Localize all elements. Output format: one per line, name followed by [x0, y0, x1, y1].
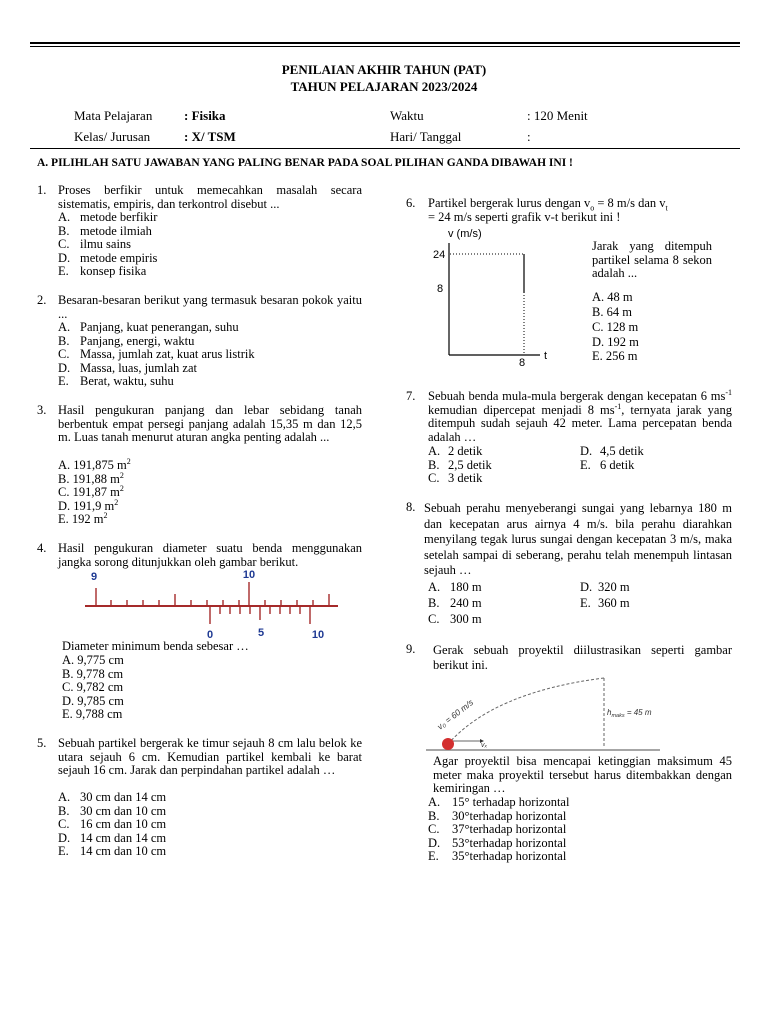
vernier-caliper-figure — [82, 568, 344, 642]
q1-option-b[interactable]: B. metode ilmiah — [58, 223, 152, 238]
vernier-label-5: 5 — [257, 627, 265, 639]
q1-options — [58, 211, 157, 279]
kelas-value: : X/ TSM — [184, 129, 236, 144]
q5-text: Sebuah partikel bergerak ke timur sejauh 8 cm lalu belok ke utara sejauh 6 cm. Kemudian partikel kembali ke barat sejauh 16 cm. Jarak dan perpindahan partikel adalah … — [58, 736, 362, 777]
q3-option-b[interactable]: B. 191,88 $m^2$ — [58, 470, 124, 486]
q8-number: 8. — [406, 500, 416, 514]
q3-option-e[interactable]: E. 192 $m^2$ — [58, 510, 108, 526]
q6-option-c[interactable]: C. 128 m — [592, 320, 639, 334]
q4-number: 4. — [37, 541, 47, 555]
q4-option-c[interactable]: C. 9,782 cm — [62, 680, 124, 694]
q7-number: 7. — [406, 389, 416, 403]
q7-options — [428, 445, 728, 486]
q5-option-a[interactable]: A. 30 cm dan 14 cm — [58, 790, 167, 804]
q9-number: 9. — [406, 642, 416, 656]
projectile-ball — [442, 738, 454, 750]
header-rule-bottom — [30, 148, 740, 149]
q7-option-a[interactable]: A. 2 detik — [428, 444, 483, 458]
q3-option-a[interactable]: A. 191,875 $m^2$ — [58, 456, 131, 472]
vt-graph-svg — [428, 225, 588, 370]
vt-xtick-8: 8 — [519, 357, 526, 369]
q7-option-c[interactable]: C. 3 detik — [428, 471, 483, 485]
hari-label: Hari/ Tanggal — [390, 129, 462, 144]
q1-option-d[interactable]: D. metode empiris — [58, 250, 158, 265]
q4-option-d[interactable]: D. 9,785 cm — [62, 693, 124, 708]
q8-option-d[interactable]: D. 320 m — [580, 580, 630, 594]
vt-graph — [428, 225, 588, 370]
main-label-10: 10 — [242, 569, 256, 581]
q8-option-a[interactable]: A. 180 m — [428, 580, 482, 594]
q7-option-d[interactable]: D. 4,5 detik — [580, 444, 644, 458]
q9-option-a[interactable]: A. 15° terhadap horizontal — [428, 795, 570, 809]
vernier-caliper-svg — [82, 568, 344, 642]
q3-option-d[interactable]: D. 191,9 $m^2$ — [58, 497, 119, 513]
q4-text: Hasil pengukuran diameter suatu benda menggunakan jangka sorong ditunjukkan oleh gambar berikut. — [58, 541, 362, 569]
q6-option-a[interactable]: A. 48 m — [592, 290, 633, 304]
q6-side-text: Jarak yang ditempuh partikel selama 8 sekon adalah ... — [592, 239, 712, 280]
q9-option-e[interactable]: E. 35°terhadap horizontal — [428, 849, 567, 863]
q9-option-b[interactable]: B. 30°terhadap horizontal — [428, 808, 567, 823]
q1-option-c[interactable]: C. ilmu sains — [58, 237, 132, 251]
q4-option-a[interactable]: A. 9,775 cm — [62, 653, 124, 667]
projectile-h-label: $h_{maks} = 45$ m — [607, 708, 652, 719]
q1-option-a[interactable]: A. metode berfikir — [58, 210, 158, 224]
page-subtitle: TAHUN PELAJARAN 2023/2024 — [290, 79, 478, 94]
main-label-9: 9 — [90, 571, 98, 583]
mapel-label: Mata Pelajaran — [74, 108, 153, 123]
q3-number: 3. — [37, 403, 47, 417]
hari-value: : — [527, 129, 531, 144]
vt-ylabel: v (m/s) — [448, 228, 482, 240]
q6-option-e[interactable]: E. 256 m — [592, 349, 638, 363]
q5-option-d[interactable]: D. 14 cm dan 14 cm — [58, 830, 167, 845]
q5-option-e[interactable]: E. 14 cm dan 10 cm — [58, 844, 167, 858]
projectile-v0-label: v₀ = 60 m/s — [435, 697, 476, 732]
q9-text: Gerak sebuah proyektil diilustrasikan seperti gambar berikut ini. — [433, 643, 732, 672]
q9-option-d[interactable]: D. 53°terhadap horizontal — [428, 835, 567, 850]
q2-option-a[interactable]: A. Panjang, kuat penerangan, suhu — [58, 320, 239, 334]
vernier-label-10: 10 — [311, 629, 325, 641]
q8-text: Sebuah perahu menyeberangi sungai yang lebarnya 180 m dan kecepatan arus airnya 4 m/s. bila perahu diarahkan menyilang tegak lurus sungai dengan kecepatan 3 m/s, maka setelah sampai di seberang, perahu telah menempuh lintasan sejauh … — [424, 501, 732, 577]
q5-option-b[interactable]: B. 30 cm dan 10 cm — [58, 803, 167, 818]
q5-number: 5. — [37, 736, 47, 750]
header-rule-thin — [30, 46, 740, 47]
projectile-figure — [424, 672, 664, 756]
q2-option-d[interactable]: D. Massa, luas, jumlah zat — [58, 360, 197, 375]
q2-text: Besaran-besaran berikut yang termasuk besaran pokok yaitu ... — [58, 293, 362, 321]
q2-options — [58, 321, 255, 389]
q9-option-c[interactable]: C. 37°terhadap horizontal — [428, 822, 567, 836]
q3-text: Hasil pengukuran panjang dan lebar sebidang tanah berbentuk empat persegi panjang adalah 15,35 m dan 12,5 m. Luas tanah menurut aturan angka penting adalah ... — [58, 403, 362, 444]
section-a-instruction: A. PILIHLAH SATU JAWABAN YANG PALING BENAR PADA SOAL PILIHAN GANDA DIBAWAH INI ! — [37, 157, 573, 169]
vt-ytick-8: 8 — [437, 283, 444, 295]
projectile-vx-label: vₓ — [481, 742, 488, 749]
q6-number: 6. — [406, 196, 416, 210]
q6-line1: Partikel bergerak lurus dengan $v_o = 8$ m/s dan $v_t$ — [428, 196, 668, 213]
vernier-label-0: 0 — [206, 629, 214, 641]
q5-option-c[interactable]: C. 16 cm dan 10 cm — [58, 817, 167, 831]
header-rule-thick — [30, 42, 740, 44]
q4-option-e[interactable]: E. 9,788 cm — [62, 707, 123, 721]
projectile-svg — [424, 672, 664, 756]
q5-options — [58, 791, 166, 859]
q1-option-e[interactable]: E. konsep fisika — [58, 264, 147, 278]
page-title: PENILAIAN AKHIR TAHUN (PAT) — [281, 62, 487, 77]
q2-option-b[interactable]: B. Panjang, energi, waktu — [58, 333, 195, 348]
q2-option-c[interactable]: C. Massa, jumlah zat, kuat arus listrik — [58, 347, 255, 361]
q1-number: 1. — [37, 183, 47, 197]
q3-option-c[interactable]: C. 191,87 $m^2$ — [58, 483, 124, 499]
q6-options — [592, 290, 639, 363]
q4-options — [62, 654, 124, 722]
q7-text: Sebuah benda mula-mula bergerak dengan kecepatan 6 $ms^{-1}$ kemudian dipercepat menjadi 8 $ms^{-1}$, ternyata jarak yang ditempuh sudah sejauh 42 meter. Lama percepatan benda adalah … — [428, 387, 732, 444]
q8-options — [428, 579, 728, 627]
q7-option-e[interactable]: E. 6 detik — [580, 457, 635, 472]
q2-option-e[interactable]: E. Berat, waktu, suhu — [58, 374, 174, 388]
q6-option-d[interactable]: D. 192 m — [592, 335, 639, 349]
trajectory-path — [448, 678, 604, 744]
waktu-value: : 120 Menit — [527, 108, 588, 123]
q1-text: Proses berfikir untuk memecahkan masalah secara sistematis, empiris, dan terkontrol disebut ... — [58, 183, 362, 211]
q8-option-c[interactable]: C. 300 m — [428, 612, 482, 626]
q7-option-b[interactable]: B. 2,5 detik — [428, 457, 492, 472]
q9-after-text: Agar proyektil bisa mencapai ketinggian maksimum 45 meter maka proyektil tersebut harus ditembakkan dengan kemiringan … — [433, 754, 732, 795]
q9-options — [428, 796, 569, 864]
q3-options — [58, 456, 131, 527]
q8-option-b[interactable]: B. 240 m — [428, 596, 482, 610]
vt-ytick-24: 24 — [433, 249, 446, 261]
q6-line2: = 24 m/s seperti grafik v-t berikut ini ! — [428, 210, 621, 224]
vt-xlabel: t — [544, 350, 548, 362]
main-scale-ticks — [96, 582, 329, 606]
q8-option-e[interactable]: E. 360 m — [580, 596, 630, 610]
mapel-value: : Fisika — [184, 108, 226, 123]
q2-number: 2. — [37, 293, 47, 307]
vernier-scale-ticks — [210, 606, 310, 624]
kelas-label: Kelas/ Jurusan — [74, 129, 151, 144]
q6-option-b[interactable]: B. 64 m — [592, 305, 632, 319]
waktu-label: Waktu — [390, 108, 424, 123]
q4-after-text: Diameter minimum benda sebesar … — [62, 639, 249, 653]
q4-option-b[interactable]: B. 9,778 cm — [62, 666, 124, 681]
